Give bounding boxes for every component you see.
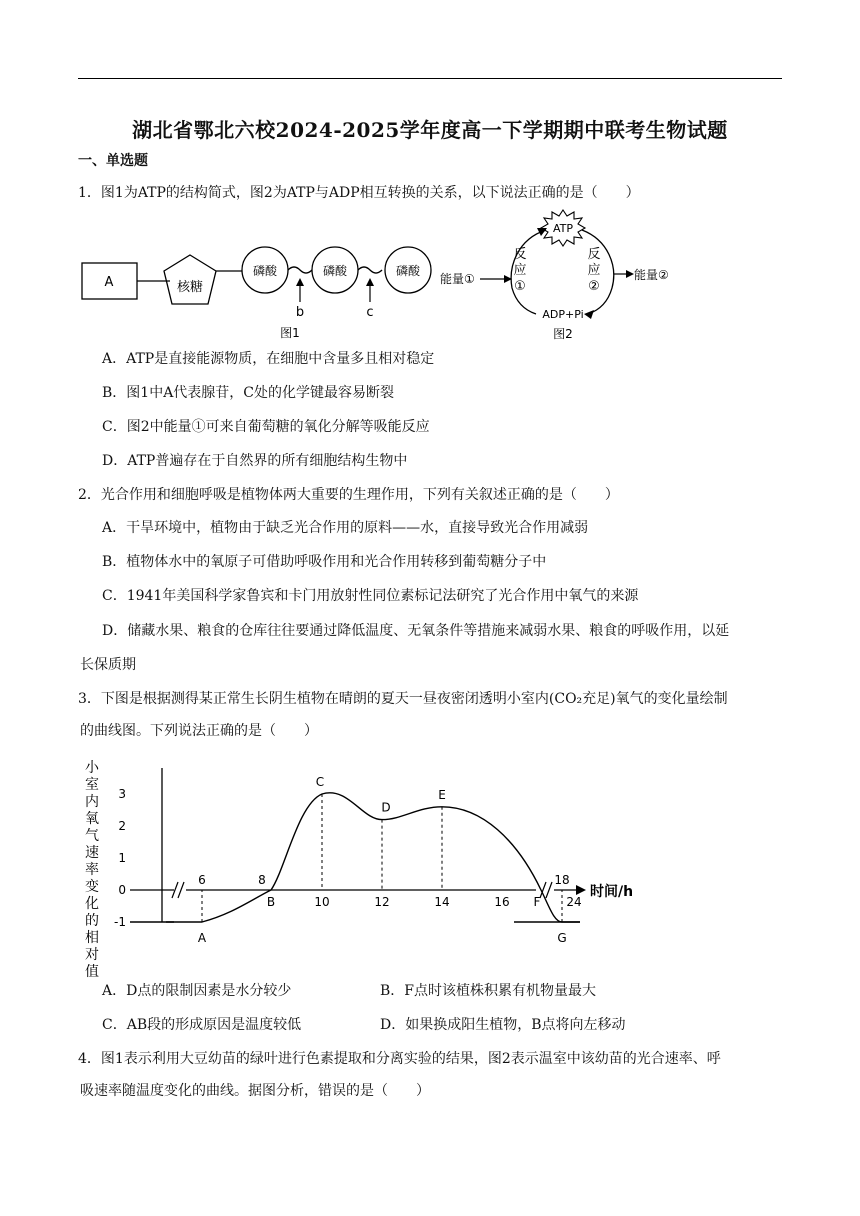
axis-break-1b	[178, 882, 184, 898]
point-label-F: F	[533, 895, 541, 909]
point-label-D: D	[381, 800, 391, 815]
ribose-label: 核糖	[176, 280, 204, 295]
ylabel-char: 内	[85, 794, 99, 810]
q3-option-c[interactable]: C．AB段的形成原因是温度较低	[102, 1017, 302, 1033]
point-labels	[197, 775, 570, 945]
phosphate-1-label: 磷酸	[252, 264, 278, 278]
q1-stem: 1．图1为ATP的结构简式，图2为ATP与ADP相互转换的关系，以下说法正确的是（ ）	[78, 185, 640, 201]
point-label-G: G	[557, 931, 567, 945]
reaction-2-char-3: ②	[588, 279, 600, 294]
reaction-1-char-1: 反	[513, 247, 527, 262]
y-tick-label: 3	[118, 787, 126, 801]
fig2-caption: 图2	[553, 327, 573, 341]
x-tick-labels	[198, 873, 581, 909]
q1-option-c[interactable]: C．图2中能量①可来自葡萄糖的氧化分解等吸能反应	[102, 419, 430, 435]
y-tick-label: 2	[118, 819, 126, 833]
x-tick-label: 6	[198, 873, 206, 887]
q3-chart	[78, 750, 634, 980]
q2-option-d[interactable]: D．储藏水果、粮食的仓库往往要通过降低温度、无氧条件等措施来减弱水果、粮食的呼吸作用，以延	[102, 623, 730, 639]
chart-ylabel	[85, 760, 100, 980]
ylabel-char: 值	[85, 964, 99, 980]
ylabel-char: 率	[85, 862, 99, 878]
ylabel-char: 小	[85, 760, 99, 776]
ylabel-char: 室	[85, 777, 99, 793]
q3-option-a[interactable]: A．D点的限制因素是水分较少	[102, 983, 292, 999]
reaction-2-char-2: 应	[587, 263, 601, 278]
phosphate-2-label: 磷酸	[322, 264, 348, 278]
label-b: b	[295, 305, 305, 320]
y-tick-labels	[114, 787, 126, 929]
adenine-label: A	[104, 275, 114, 290]
q2-option-a[interactable]: A．干旱环境中，植物由于缺乏光合作用的原料——水，直接导致光合作用减弱	[102, 520, 589, 536]
q3-stem-line2: 的曲线图。下列说法正确的是（ ）	[80, 723, 318, 739]
ylabel-char: 化	[85, 896, 99, 912]
reaction-1-char-2: 应	[513, 263, 527, 278]
q3-option-d[interactable]: D．如果换成阳生植物，B点将向左移动	[380, 1017, 626, 1033]
x-tick-label: 24	[566, 895, 582, 909]
q2-option-b[interactable]: B．植物体水中的氧原子可借助呼吸作用和光合作用转移到葡萄糖分子中	[102, 554, 547, 570]
adp-label: ADP+Pi	[542, 308, 584, 321]
ylabel-char: 气	[85, 828, 99, 844]
top-rule	[78, 78, 782, 79]
high-energy-bond-b	[288, 267, 312, 273]
q3-stem-line1: 3．下图是根据测得某正常生长阴生植物在晴朗的夏天一昼夜密闭透明小室内(CO₂充足)氧气的变化量绘制	[78, 691, 728, 707]
q2-option-c[interactable]: C．1941年美国科学家鲁宾和卡门用放射性同位素标记法研究了光合作用中氧气的来源	[102, 588, 639, 604]
oxygen-curve	[166, 793, 580, 922]
chart-xlabel: 时间/h	[590, 884, 634, 900]
ylabel-char: 氧	[85, 811, 99, 827]
q2-option-d-cont: 长保质期	[80, 657, 136, 673]
energy-1-label: 能量①	[440, 272, 475, 286]
x-tick-label: 18	[554, 873, 570, 887]
point-label-A: A	[197, 931, 207, 945]
section-heading: 一、单选题	[78, 153, 148, 169]
q3-option-b[interactable]: B．F点时该植株积累有机物量最大	[380, 983, 597, 999]
y-tick-label: 1	[118, 851, 126, 865]
fig1-caption: 图1	[280, 326, 300, 340]
x-tick-label: 16	[494, 895, 510, 909]
page-title: 湖北省鄂北六校2024-2025学年度高一下学期期中联考生物试题	[132, 118, 728, 142]
label-c: c	[366, 305, 374, 320]
point-label-C: C	[315, 775, 325, 789]
reaction-2-char-1: 反	[587, 247, 601, 262]
q2-stem: 2．光合作用和细胞呼吸是植物体两大重要的生理作用，下列有关叙述正确的是（ ）	[78, 487, 619, 503]
q1-figure1	[78, 238, 428, 348]
x-tick-label: 10	[314, 895, 330, 909]
energy-2-label: 能量②	[634, 268, 669, 282]
atp-label: ATP	[552, 222, 574, 235]
q4-stem-line2: 吸速率随温度变化的曲线。据图分析，错误的是（ ）	[80, 1083, 430, 1099]
ylabel-char: 的	[85, 913, 99, 929]
point-label-E: E	[438, 787, 446, 802]
x-tick-label: 14	[434, 895, 450, 909]
ylabel-char: 速	[85, 845, 99, 861]
q1-option-d[interactable]: D．ATP普遍存在于自然界的所有细胞结构生物中	[102, 453, 408, 469]
q1-option-b[interactable]: B．图1中A代表腺苷，C处的化学键最容易断裂	[102, 385, 395, 401]
ylabel-char: 对	[85, 947, 99, 963]
ylabel-char: 变	[85, 879, 99, 895]
high-energy-bond-c	[358, 267, 382, 273]
axis-break-2b	[546, 882, 552, 898]
q4-stem-line1: 4．图1表示利用大豆幼苗的绿叶进行色素提取和分离实验的结果，图2表示温室中该幼苗的光合速率、呼	[78, 1051, 721, 1067]
q1-figure2	[436, 204, 686, 344]
x-tick-label: 12	[374, 895, 390, 909]
x-axis-arrow	[576, 885, 586, 895]
point-label-B: B	[266, 895, 276, 909]
reaction-1-char-3: ①	[514, 279, 526, 294]
q1-option-a[interactable]: A．ATP是直接能源物质，在细胞中含量多且相对稳定	[102, 351, 435, 367]
y-tick-label: 0	[118, 883, 126, 897]
phosphate-3-label: 磷酸	[395, 264, 421, 278]
y-tick-label: -1	[114, 915, 126, 929]
x-tick-label: 8	[258, 873, 266, 887]
ylabel-char: 相	[85, 930, 99, 946]
